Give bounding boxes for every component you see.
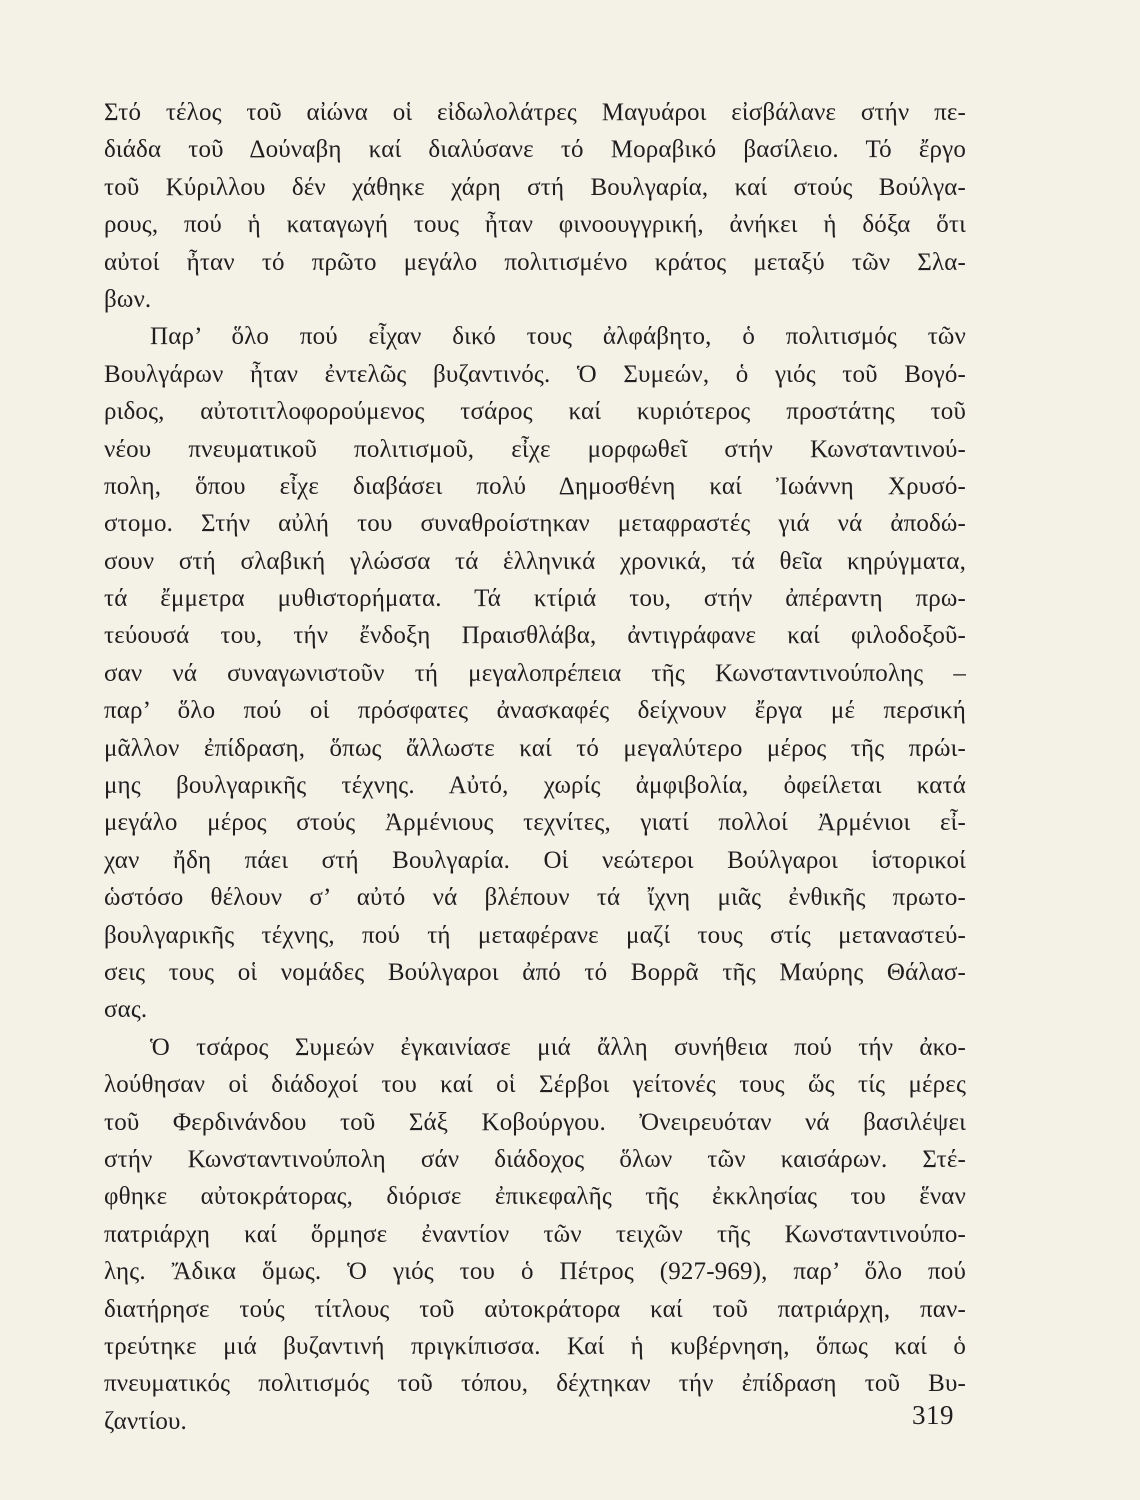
text-line: τεύουσά του, τήν ἔνδοξη Πραισθλάβα, ἀντιγράφανε καί φιλοδοξοῦ- [104, 622, 966, 650]
text-line: ρους, πού ἡ καταγωγή τους ἦταν φινοουγγρική, ἀνήκει ἡ δόξα ὅτι [104, 211, 966, 239]
text-line: διάδα τοῦ Δούναβη καί διαλύσανε τό Μοραβικό βασίλειο. Τό ἔργο [104, 136, 966, 164]
text-line: βουλγαρικῆς τέχνης, πού τή μεταφέρανε μαζί τους στίς μεταναστεύ- [104, 921, 966, 949]
text-line: ζαντίου. [104, 1407, 187, 1435]
text-line: πολη, ὅπου εἶχε διαβάσει πολύ Δημοσθένη καί Ἰωάννη Χρυσό- [104, 472, 966, 500]
text-line: τοῦ Κύριλλου δέν χάθηκε χάρη στή Βουλγαρία, καί στούς Βούλγα- [104, 173, 966, 201]
text-line: στήν Κωνσταντινούπολη σάν διάδοχος ὅλων τῶν καισάρων. Στέ- [104, 1145, 966, 1173]
text-line: νέου πνευματικοῦ πολιτισμοῦ, εἶχε μορφωθεῖ στήν Κωνσταντινού- [104, 435, 966, 463]
text-line: χαν ἤδη πάει στή Βουλγαρία. Οἱ νεώτεροι Βούλγαροι ἱστορικοί [104, 846, 966, 874]
text-line: Στό τέλος τοῦ αἰώνα οἱ εἰδωλολάτρες Μαγυάροι εἰσβάλανε στήν πε- [104, 99, 966, 126]
text-line: τρεύτηκε μιά βυζαντινή πριγκίπισσα. Καί ἡ κυβέρνηση, ὅπως καί ὁ [104, 1332, 966, 1360]
text-line: Παρ’ ὅλο πού εἶχαν δικό τους ἀλφάβητο, ὁ πολιτισμός τῶν [150, 323, 966, 351]
text-line: στομο. Στήν αὐλή του συναθροίστηκαν μεταφραστές γιά νά ἀποδώ- [104, 510, 966, 538]
text-line: σεις τους οἱ νομάδες Βούλγαροι ἀπό τό Βορρᾶ τῆς Μαύρης Θάλασ- [104, 958, 966, 986]
text-line: παρ’ ὅλο πού οἱ πρόσφατες ἀνασκαφές δείχνουν ἔργα μέ περσική [104, 697, 966, 725]
paragraph-3 [104, 1029, 966, 1440]
text-line: ὡστόσο θέλουν σ’ αὐτό νά βλέπουν τά ἴχνη μιᾶς ἐνθικῆς πρωτο- [104, 884, 966, 912]
text-line: βων. [104, 285, 152, 313]
text-line: Βουλγάρων ἦταν ἐντελῶς βυζαντινός. Ὁ Συμεών, ὁ γιός τοῦ Βογό- [104, 360, 966, 388]
text-line: σουν στή σλαβική γλώσσα τά ἑλληνικά χρονικά, τά θεῖα κηρύγματα, [104, 547, 966, 575]
paragraph-2 [104, 318, 966, 1028]
page-number: 319 [912, 1400, 954, 1430]
text-line: λούθησαν οἱ διάδοχοί του καί οἱ Σέρβοι γείτονές τους ὥς τίς μέρες [104, 1071, 966, 1099]
body-text [104, 94, 966, 1440]
text-line: αὐτοί ἦταν τό πρῶτο μεγάλο πολιτισμένο κράτος μεταξύ τῶν Σλα- [104, 248, 966, 276]
text-line: φθηκε αὐτοκράτορας, διόρισε ἐπικεφαλῆς τῆς ἐκκλησίας του ἕναν [104, 1183, 966, 1211]
text-line: τά ἔμμετρα μυθιστορήματα. Τά κτίριά του, στήν ἀπέραντη πρω- [104, 585, 966, 613]
text-line: διατήρησε τούς τίτλους τοῦ αὐτοκράτορα καί τοῦ πατριάρχη, παν- [104, 1295, 966, 1323]
paragraph-1 [104, 94, 966, 318]
text-line: ριδος, αὐτοτιτλοφορούμενος τσάρος καί κυριότερος προστάτης τοῦ [104, 398, 966, 426]
text-line: σαν νά συναγωνιστοῦν τή μεγαλοπρέπεια τῆς Κωνσταντινούπολης – [104, 659, 966, 687]
text-line: μης βουλγαρικῆς τέχνης. Αὐτό, χωρίς ἀμφιβολία, ὀφείλεται κατά [104, 772, 966, 800]
text-line: πνευματικός πολιτισμός τοῦ τόπου, δέχτηκαν τήν ἐπίδραση τοῦ Βυ- [104, 1370, 966, 1398]
text-line: σας. [104, 996, 148, 1024]
text-line: λης. Ἄδικα ὅμως. Ὁ γιός του ὁ Πέτρος (927-969), παρ’ ὅλο πού [104, 1258, 966, 1286]
text-line: Ὁ τσάρος Συμεών ἐγκαινίασε μιά ἄλλη συνήθεια πού τήν ἀκο- [150, 1033, 966, 1061]
text-line: πατριάρχη καί ὅρμησε ἐναντίον τῶν τειχῶν τῆς Κωνσταντινούπο- [104, 1220, 966, 1248]
text-line: τοῦ Φερδινάνδου τοῦ Σάξ Κοβούργου. Ὀνειρευόταν νά βασιλέψει [104, 1108, 966, 1136]
text-line: μεγάλο μέρος στούς Ἀρμένιους τεχνίτες, γιατί πολλοί Ἀρμένιοι εἶ- [104, 809, 966, 837]
text-line: μᾶλλον ἐπίδραση, ὅπως ἄλλωστε καί τό μεγαλύτερο μέρος τῆς πρώι- [104, 734, 966, 762]
